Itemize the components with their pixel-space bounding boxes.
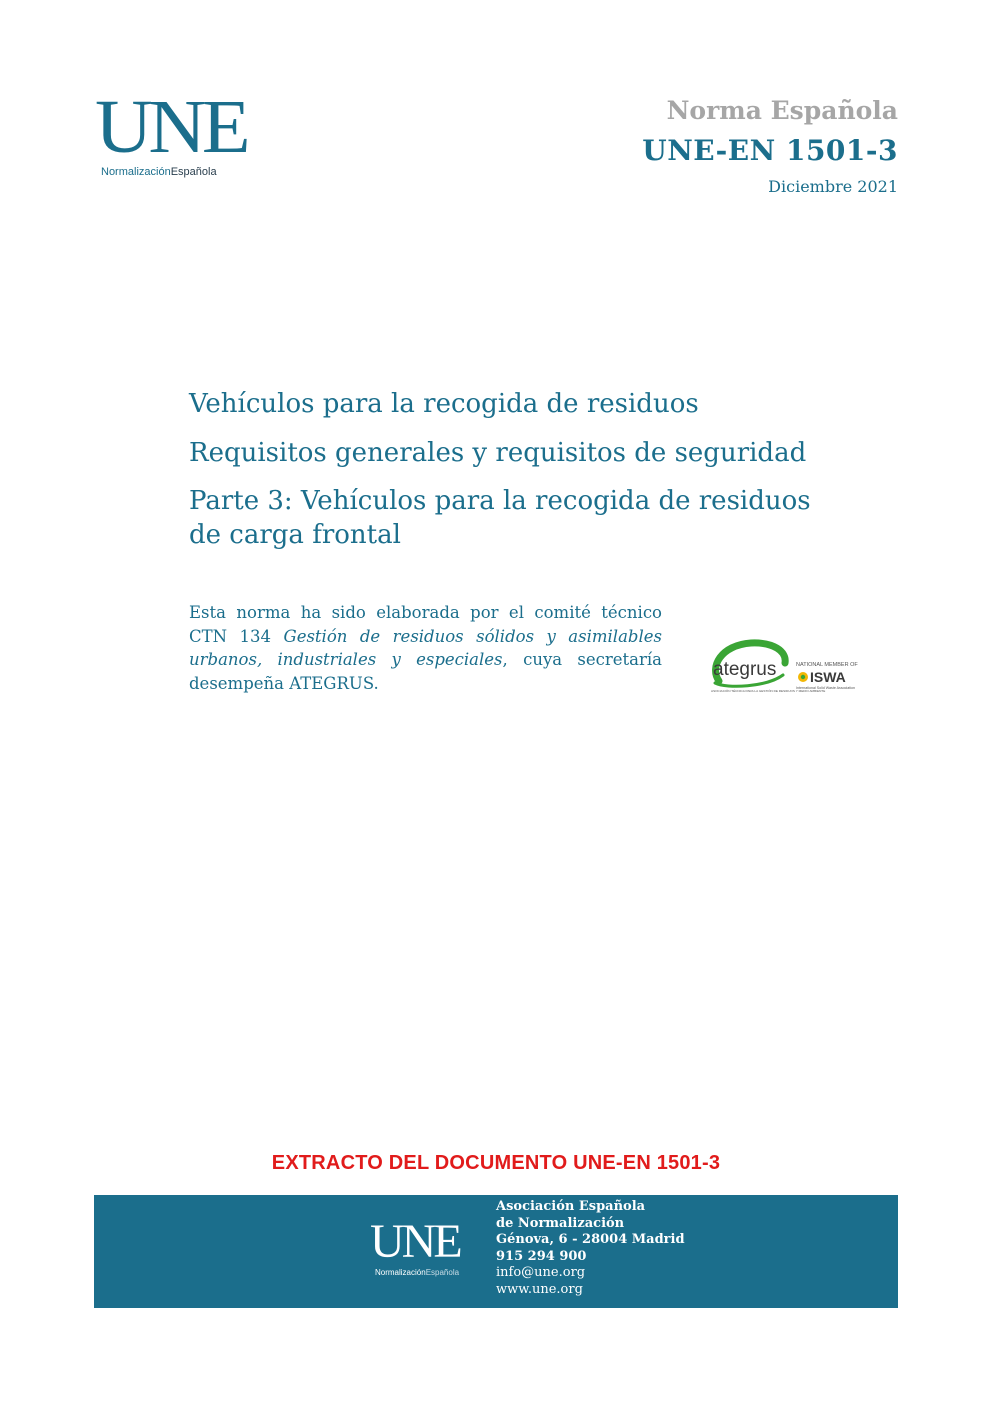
iswa-caption: International Solid Waste Association	[796, 686, 855, 690]
committee-name: Gestión de residuos sólidos y asimilables urbanos, industriales y especiales	[189, 626, 662, 669]
committee-suffix: , cuya secretaría desempeña ATEGRUS.	[189, 650, 662, 693]
iswa-national-member: NATIONAL MEMBER OF	[796, 662, 858, 668]
une-logo	[95, 85, 247, 178]
footer-une-mark: UNE	[370, 1215, 460, 1268]
committee-statement	[189, 601, 662, 695]
footer-band	[94, 1195, 898, 1308]
title-line-2: Requisitos generales y requisitos de seguridad	[189, 438, 807, 468]
doc-type: Norma Española	[666, 96, 898, 125]
iswa-logo	[795, 660, 871, 692]
footer-tagline-normalizacion: Normalización	[375, 1268, 426, 1277]
committee-prefix: Esta norma ha sido elaborada por el comité técnico CTN 134	[189, 603, 662, 646]
iswa-sun-icon	[798, 672, 808, 682]
ategrus-wordmark: ategrus	[713, 659, 777, 680]
footer-web-link[interactable]: www.une.org	[496, 1281, 583, 1297]
footer-address: Génova, 6 - 28004 Madrid	[496, 1232, 685, 1247]
footer-org-line-2: de Normalización	[496, 1215, 625, 1231]
footer-phone: 915 294 900	[496, 1248, 587, 1264]
tagline-normalizacion: Normalización	[101, 166, 171, 178]
iswa-wordmark: ISWA	[810, 669, 846, 685]
doc-date: Diciembre 2021	[768, 177, 898, 196]
title-line-3: Parte 3: Vehículos para la recogida de residuos de carga frontal	[189, 486, 811, 550]
footer-org-line-1: Asociación Española	[496, 1199, 646, 1214]
tagline-espanola: Española	[170, 166, 217, 178]
extract-banner: EXTRACTO DEL DOCUMENTO UNE-EN 1501-3	[271, 1152, 721, 1174]
doc-code: UNE-EN 1501-3	[642, 134, 898, 167]
ategrus-caption: ASOCIACIÓN TÉCNICA PARA LA GESTIÓN DE RESIDUOS Y MEDIO AMBIENTE	[711, 689, 826, 693]
une-logo-mark: UNE	[95, 85, 247, 169]
footer-email-link[interactable]: info@une.org	[496, 1265, 586, 1280]
footer-une-tagline	[375, 1268, 480, 1277]
title-line-1: Vehículos para la recogida de residuos	[189, 389, 699, 419]
footer-contact	[496, 1199, 685, 1298]
footer-tagline-espanola: Española	[425, 1268, 460, 1277]
footer-une-logo	[370, 1215, 480, 1279]
